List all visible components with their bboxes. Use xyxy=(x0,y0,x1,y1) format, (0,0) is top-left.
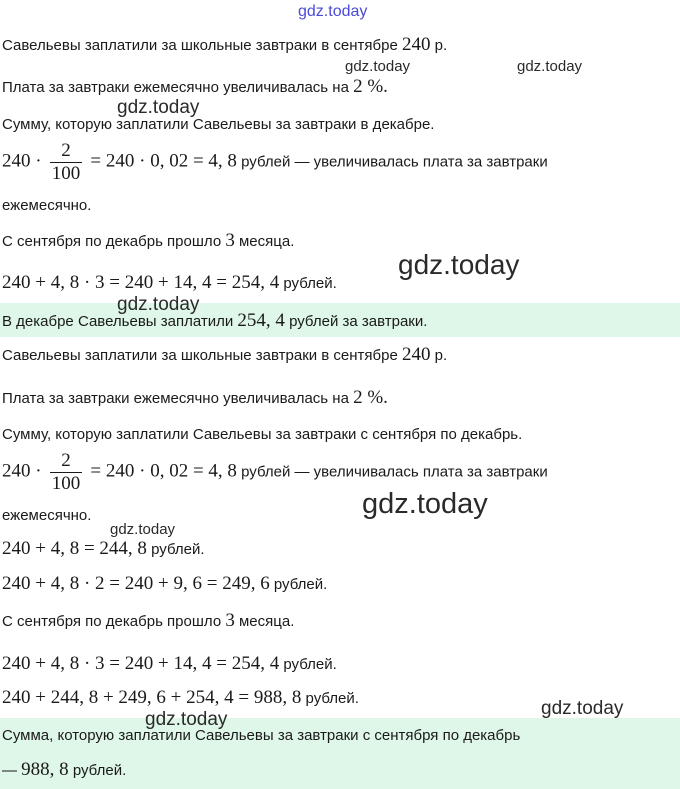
formula-line: 240 + 4, 8 · 2 = 240 + 9, 6 = 249, 6 рублей. xyxy=(2,573,328,594)
answer-line: Сумма, которую заплатили Савельевы за завтраки с сентября по декабрь xyxy=(2,727,521,744)
fraction: $\frac{2}{100}$ xyxy=(51,450,81,494)
watermark: gdz.today xyxy=(362,488,488,520)
text-line: Савельевы заплатили за школьные завтраки в сентябре 240 р. xyxy=(2,344,448,365)
formula-line: 240 · $\frac{2}{100}$ = 240 · 0, 02 = 4, 8 рублей — увеличивалась плата за завтраки xyxy=(2,140,548,184)
answer-line: В декабре Савельевы заплатили 254, 4 рублей за завтраки. xyxy=(2,310,428,331)
watermark: gdz.today xyxy=(145,709,228,730)
formula-line: 240 + 4, 8 · 3 = 240 + 14, 4 = 254, 4 рублей. xyxy=(2,653,337,674)
text-line: Сумму, которую заплатили Савельевы за завтраки с сентября по декабрь. xyxy=(2,426,523,443)
text-line: ежемесячно. xyxy=(2,197,92,214)
formula-line: 240 + 4, 8 = 244, 8 рублей. xyxy=(2,538,205,559)
watermark: gdz.today xyxy=(541,698,624,719)
formula-line: 240 · $\frac{2}{100}$ = 240 · 0, 02 = 4, 8 рублей — увеличивалась плата за завтраки xyxy=(2,450,548,494)
formula-line: 240 + 244, 8 + 249, 6 + 254, 4 = 988, 8 рублей. xyxy=(2,687,359,708)
watermark: gdz.today xyxy=(398,249,520,280)
watermark: gdz.today xyxy=(117,97,200,118)
text-line: Сумму, которую заплатили Савельевы за завтраки в декабре. xyxy=(2,116,435,133)
watermark: gdz.today xyxy=(517,58,583,75)
text-line: С сентября по декабрь прошло 3 месяца. xyxy=(2,230,295,251)
fraction: $\frac{2}{100}$ xyxy=(51,140,81,184)
text-line: ежемесячно. xyxy=(2,507,92,524)
text-line: Плата за завтраки ежемесячно увеличивалась на 2 %. xyxy=(2,387,388,408)
watermark: gdz.today xyxy=(117,294,200,315)
answer-line: — 988, 8 рублей. xyxy=(2,759,127,780)
text-line: Плата за завтраки ежемесячно увеличивалась на 2 %. xyxy=(2,76,388,97)
text-line: С сентября по декабрь прошло 3 месяца. xyxy=(2,610,295,631)
watermark: gdz.today xyxy=(298,3,368,20)
text-line: Савельевы заплатили за школьные завтраки в сентябре 240 р. xyxy=(2,34,448,55)
formula-line: 240 + 4, 8 · 3 = 240 + 14, 4 = 254, 4 рублей. xyxy=(2,272,337,293)
watermark: gdz.today xyxy=(110,521,176,538)
watermark: gdz.today xyxy=(345,58,411,75)
